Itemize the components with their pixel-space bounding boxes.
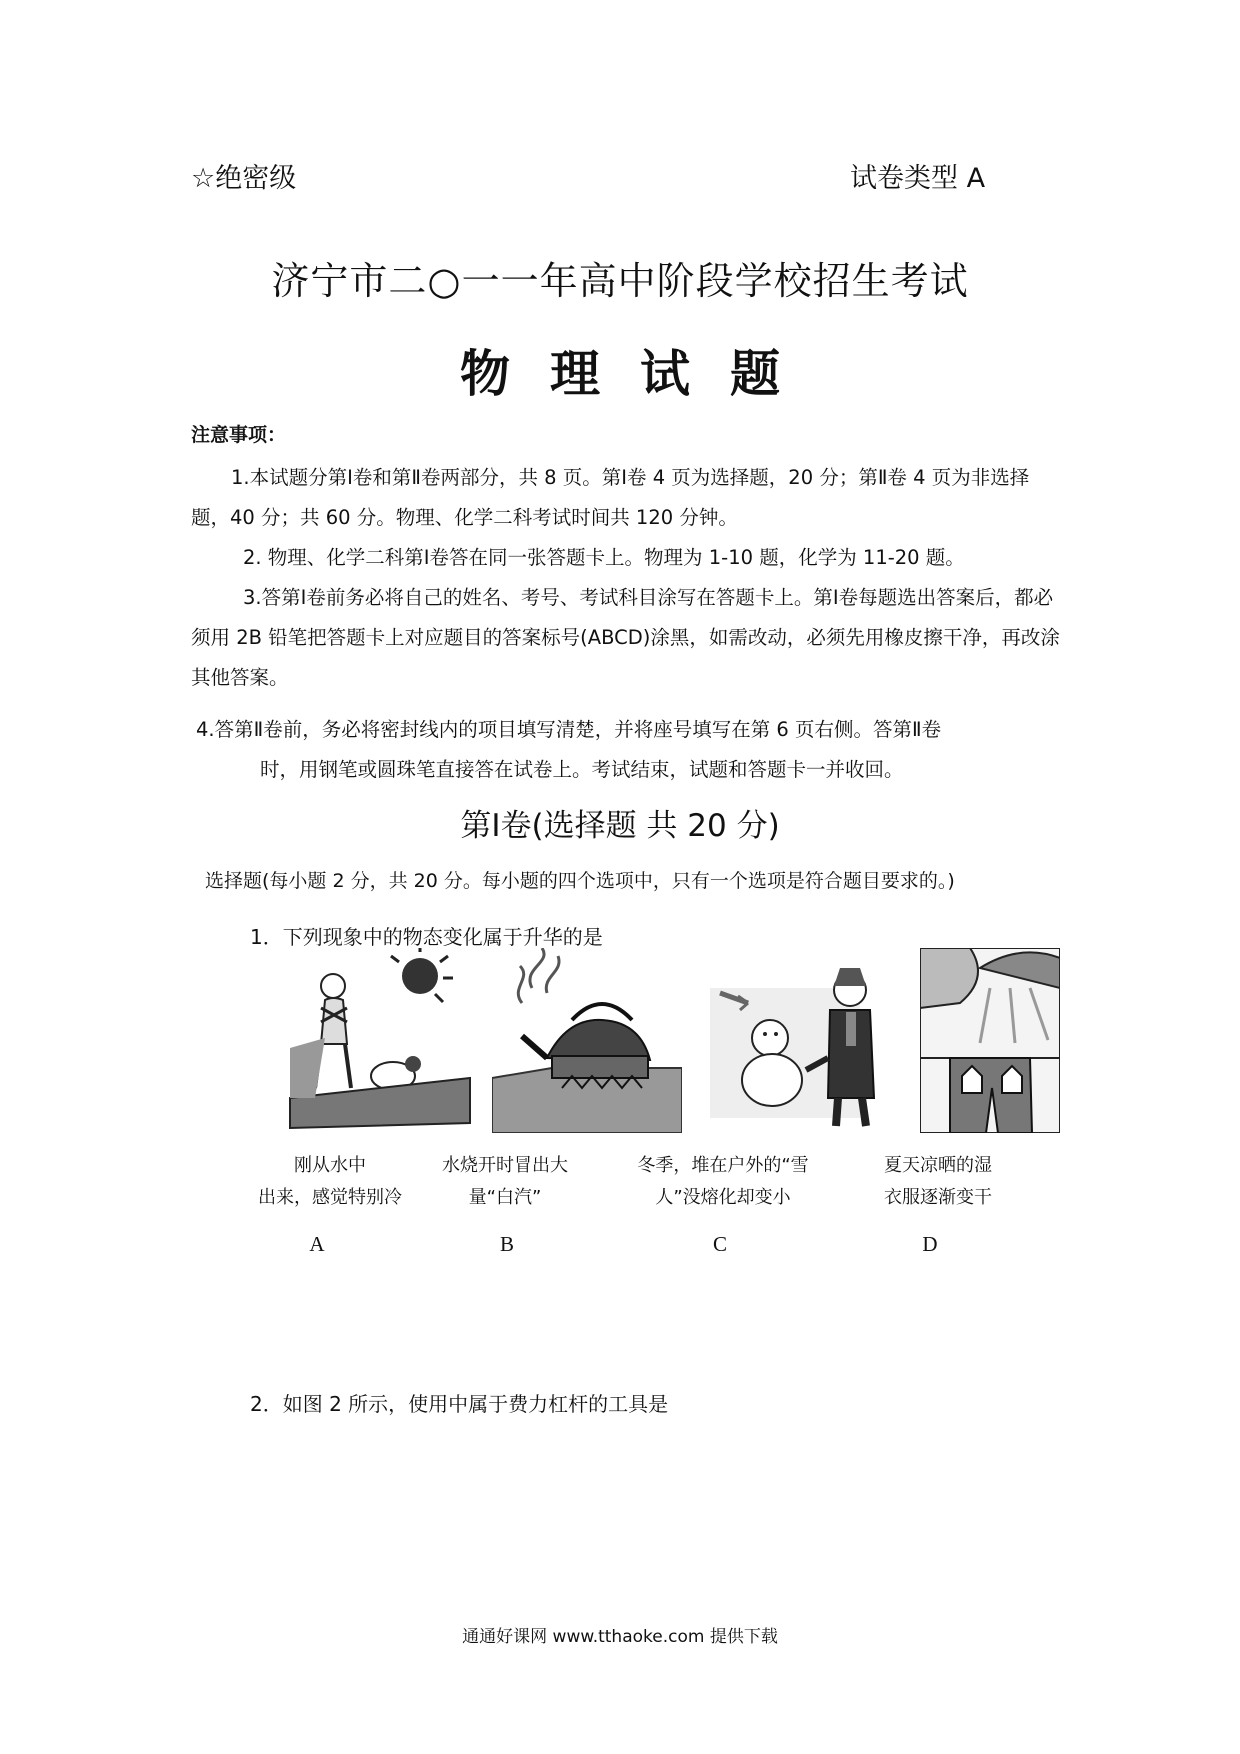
classification-label: ☆绝密级 — [191, 163, 297, 194]
exam-title: 济宁市二○一一年高中阶段学校招生考试 — [271, 259, 969, 303]
swimmer-sun-illustration — [285, 948, 475, 1133]
option-c-caption-line-1: 冬季，堆在户外的“雪 — [637, 1155, 809, 1176]
option-b-letter: B — [499, 1232, 514, 1256]
notice-item-4 — [196, 710, 1058, 790]
notice-heading: 注意事项： — [191, 424, 287, 446]
footer-source: 通通好课网 www.tthaoke.com 提供下载 — [462, 1627, 778, 1647]
option-d-caption — [838, 1150, 1038, 1214]
option-a-caption-line-2: 出来，感觉特别冷 — [258, 1187, 402, 1208]
option-a-caption — [230, 1150, 430, 1214]
notice-item-3: 3.答第Ⅰ卷前务必将自己的姓名、考号、考试科目涂写在答题卡上。第Ⅰ卷每题选出答案后，都必须用 2B 铅笔把答题卡上对应题目的答案标号(ABCD)涂黑，如需改动，必须先用橡皮擦干净，再改涂其他答案。 — [191, 586, 1060, 689]
boiling-kettle-illustration — [492, 948, 682, 1133]
option-b-caption — [405, 1150, 605, 1214]
option-d-caption-line-1: 夏天凉晒的湿 — [884, 1155, 992, 1176]
paper-type-label: 试卷类型 A — [850, 163, 986, 194]
drying-clothes-illustration — [920, 948, 1060, 1133]
option-b-caption-line-2: 量“白汽” — [468, 1187, 542, 1208]
subject-title: 物理试题 — [460, 345, 820, 403]
notice-item-1: 1.本试题分第Ⅰ卷和第Ⅱ卷两部分，共 8 页。第Ⅰ卷 4 页为选择题，20 分；第Ⅱ卷 4 页为非选择题，40 分；共 60 分。物理、化学二科考试时间共 120 分钟。 — [191, 466, 1030, 529]
option-b-caption-line-1: 水烧开时冒出大 — [442, 1155, 568, 1176]
option-d-letter: D — [922, 1232, 938, 1256]
option-a-caption-line-1: 刚从水中 — [294, 1155, 366, 1176]
option-c-letter: C — [712, 1232, 727, 1256]
notice-item-4-line-1: 4.答第Ⅱ卷前，务必将密封线内的项目填写清楚，并将座号填写在第 6 页右侧。答第Ⅱ卷 — [196, 718, 942, 741]
option-c-caption-line-2: 人”没熔化却变小 — [655, 1187, 791, 1208]
option-a-letter: A — [309, 1232, 325, 1256]
notice-item-4-line-2: 时，用钢笔或圆珠笔直接答在试卷上。考试结束，试题和答题卡一并收回。 — [260, 758, 904, 781]
notice-item-2: 2. 物理、化学二科第Ⅰ卷答在同一张答题卡上。物理为 1-10 题，化学为 11-20 题。 — [243, 546, 965, 569]
section-title: 第Ⅰ卷(选择题 共 20 分) — [460, 808, 780, 844]
question-1-stem: 1．下列现象中的物态变化属于升华的是 — [250, 925, 603, 949]
option-c-caption — [618, 1150, 828, 1214]
question-2-stem: 2．如图 2 所示，使用中属于费力杠杆的工具是 — [250, 1392, 669, 1416]
section-instruction: 选择题(每小题 2 分，共 20 分。每小题的四个选项中，只有一个选项是符合题目要求的。) — [205, 870, 955, 892]
snowman-child-illustration — [710, 948, 900, 1133]
option-d-caption-line-2: 衣服逐渐变干 — [884, 1187, 992, 1208]
